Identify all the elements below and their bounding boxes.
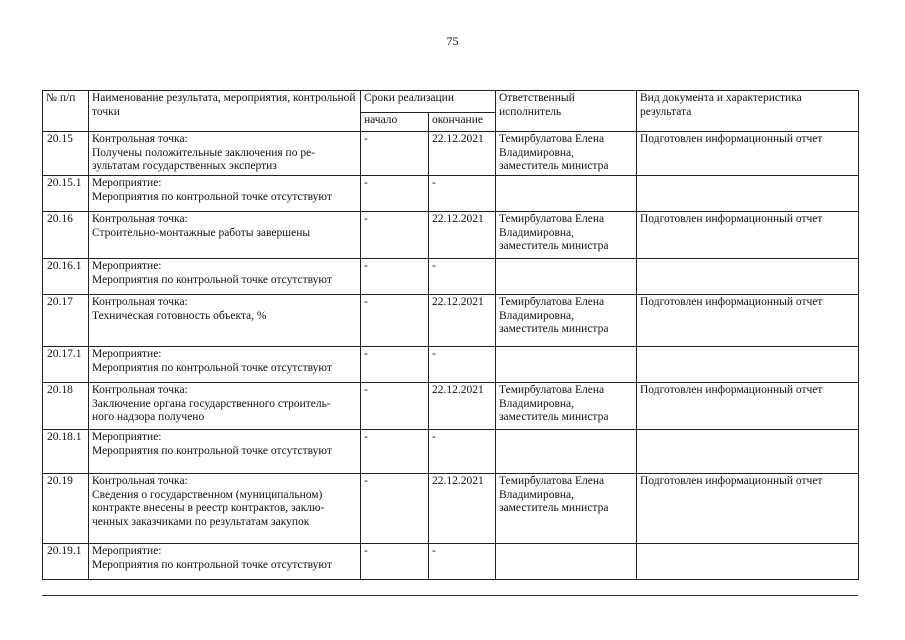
- responsible-line: Владимировна,: [499, 146, 575, 159]
- cell-name: [89, 176, 361, 212]
- cell-num: 20.18: [43, 383, 89, 430]
- table-row: [43, 347, 859, 383]
- cell-doc: [637, 347, 859, 383]
- cell-doc: Подготовлен информационный отчет: [637, 383, 859, 430]
- header-terms: Сроки реализации: [361, 91, 496, 113]
- cell-responsible: [496, 347, 637, 383]
- cell-name: [89, 383, 361, 430]
- responsible-line: Темирбулатова Елена: [499, 475, 605, 487]
- cell-num: 20.16: [43, 212, 89, 259]
- responsible-line: заместитель министра: [499, 160, 609, 172]
- cell-num: 20.15: [43, 132, 89, 176]
- table-header: [43, 91, 859, 132]
- cell-doc: Подготовлен информационный отчет: [637, 212, 859, 259]
- responsible-line: заместитель министра: [499, 240, 609, 252]
- item-type-label: Мероприятие:: [92, 260, 162, 272]
- cell-end: 22.12.2021: [429, 383, 496, 430]
- responsible-line: Владимировна,: [499, 309, 575, 322]
- item-type-label: Контрольная точка:: [92, 133, 188, 145]
- item-description-line: Мероприятия по контрольной точке отсутствуют: [92, 558, 332, 571]
- item-description-line: Заключение органа государственного строитель-: [92, 397, 331, 410]
- item-type-label: Контрольная точка:: [92, 296, 188, 308]
- cell-start: -: [361, 132, 429, 176]
- cell-num: 20.16.1: [43, 259, 89, 295]
- table-row: [43, 259, 859, 295]
- header-end: окончание: [429, 113, 496, 132]
- cell-start: -: [361, 176, 429, 212]
- table-row: [43, 383, 859, 430]
- cell-doc: Подготовлен информационный отчет: [637, 474, 859, 544]
- cell-end: 22.12.2021: [429, 132, 496, 176]
- table-body: [43, 132, 859, 580]
- cell-num: 20.15.1: [43, 176, 89, 212]
- responsible-line: Темирбулатова Елена: [499, 384, 605, 396]
- item-type-label: Мероприятие:: [92, 431, 162, 443]
- item-description-line: Получены положительные заключения по ре-: [92, 146, 316, 159]
- cell-name: [89, 474, 361, 544]
- cell-end: 22.12.2021: [429, 295, 496, 347]
- cell-doc: Подготовлен информационный отчет: [637, 132, 859, 176]
- cell-name: [89, 212, 361, 259]
- cell-end: -: [429, 544, 496, 580]
- item-type-label: Контрольная точка:: [92, 475, 188, 487]
- item-description-line: ченных заказчиками по результатам закупок: [92, 515, 310, 528]
- cell-responsible: [496, 544, 637, 580]
- cell-num: 20.18.1: [43, 430, 89, 474]
- item-description-line: Техническая готовность объекта, %: [92, 309, 267, 322]
- cell-name: [89, 544, 361, 580]
- item-description-line: Сведения о государственном (муниципальном): [92, 488, 323, 501]
- cell-start: -: [361, 259, 429, 295]
- table-row: [43, 474, 859, 544]
- cell-start: -: [361, 544, 429, 580]
- header-name: Наименование результата, мероприятия, контрольной точки: [89, 91, 361, 132]
- responsible-line: Темирбулатова Елена: [499, 133, 605, 145]
- cell-num: 20.17.1: [43, 347, 89, 383]
- header-responsible: Ответственный исполнитель: [496, 91, 637, 132]
- cell-doc: Подготовлен информационный отчет: [637, 295, 859, 347]
- item-description-line: Мероприятия по контрольной точке отсутствуют: [92, 444, 332, 457]
- cell-name: [89, 132, 361, 176]
- item-type-label: Контрольная точка:: [92, 213, 188, 225]
- responsible-line: Владимировна,: [499, 397, 575, 410]
- cell-responsible: [496, 430, 637, 474]
- cell-end: -: [429, 259, 496, 295]
- cell-name: [89, 295, 361, 347]
- item-description-line: Строительно-монтажные работы завершены: [92, 226, 311, 239]
- bottom-rule: [42, 595, 858, 596]
- item-type-label: Мероприятие:: [92, 545, 162, 557]
- header-num: № п/п: [43, 91, 89, 132]
- item-description-line: Мероприятия по контрольной точке отсутствуют: [92, 190, 332, 203]
- responsible-line: заместитель министра: [499, 323, 609, 335]
- cell-doc: [637, 430, 859, 474]
- item-description-line: контракте внесены в реестр контрактов, заклю-: [92, 502, 325, 514]
- header-start: начало: [361, 113, 429, 132]
- table-row: [43, 176, 859, 212]
- cell-name: [89, 430, 361, 474]
- item-description-line: Мероприятия по контрольной точке отсутствуют: [92, 273, 332, 286]
- cell-num: 20.19: [43, 474, 89, 544]
- responsible-line: заместитель министра: [499, 411, 609, 423]
- cell-start: -: [361, 295, 429, 347]
- responsible-line: Владимировна,: [499, 226, 575, 239]
- cell-responsible: [496, 295, 637, 347]
- responsible-line: Владимировна,: [499, 488, 575, 501]
- cell-responsible: [496, 259, 637, 295]
- responsible-line: заместитель министра: [499, 502, 609, 514]
- cell-start: -: [361, 383, 429, 430]
- cell-responsible: [496, 132, 637, 176]
- cell-end: -: [429, 430, 496, 474]
- table-row: [43, 430, 859, 474]
- table-row: [43, 212, 859, 259]
- cell-responsible: [496, 474, 637, 544]
- cell-doc: [637, 259, 859, 295]
- cell-name: [89, 347, 361, 383]
- item-type-label: Контрольная точка:: [92, 384, 188, 396]
- cell-num: 20.19.1: [43, 544, 89, 580]
- table-row: [43, 544, 859, 580]
- table-row: [43, 295, 859, 347]
- cell-end: 22.12.2021: [429, 212, 496, 259]
- header-doc: Вид документа и характеристика результата: [637, 91, 859, 132]
- page-number: 75: [446, 34, 459, 48]
- cell-start: -: [361, 212, 429, 259]
- cell-doc: [637, 176, 859, 212]
- cell-end: -: [429, 347, 496, 383]
- item-description-line: ного надзора получено: [92, 411, 205, 423]
- cell-start: -: [361, 347, 429, 383]
- table-row: [43, 132, 859, 176]
- item-description-line: зультатам государственных экспертиз: [92, 160, 277, 172]
- responsible-line: Темирбулатова Елена: [499, 296, 605, 308]
- cell-name: [89, 259, 361, 295]
- cell-start: -: [361, 430, 429, 474]
- cell-end: 22.12.2021: [429, 474, 496, 544]
- item-description-line: Мероприятия по контрольной точке отсутствуют: [92, 361, 332, 374]
- cell-responsible: [496, 176, 637, 212]
- item-type-label: Мероприятие:: [92, 177, 162, 189]
- cell-responsible: [496, 212, 637, 259]
- responsible-line: Темирбулатова Елена: [499, 213, 605, 225]
- cell-doc: [637, 544, 859, 580]
- cell-end: -: [429, 176, 496, 212]
- item-type-label: Мероприятие:: [92, 348, 162, 360]
- cell-responsible: [496, 383, 637, 430]
- cell-start: -: [361, 474, 429, 544]
- cell-num: 20.17: [43, 295, 89, 347]
- implementation-plan-table: [42, 90, 859, 580]
